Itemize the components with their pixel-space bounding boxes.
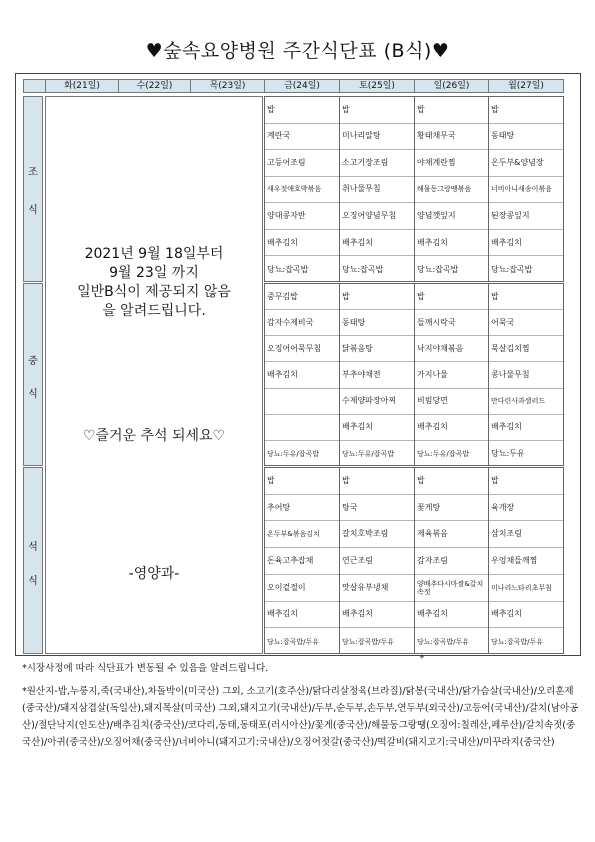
menu-item [265,415,339,441]
meal-label-lunch: 중 식 [23,283,43,466]
menu-item: 온두부&양념장 [489,150,563,177]
menu-item: 우엉채들깨찜 [489,548,563,575]
menu-item: 어묵국 [489,310,563,336]
stray-mark: + [419,653,425,661]
page-title: ♥숲속요양병원 주간식단표 (B식)♥ [145,40,450,62]
menu-item: 미나리알탕 [340,124,414,151]
menu-item: 밥 [489,468,563,495]
menu-item [265,389,339,415]
menu-item: 부추야채전 [340,362,414,388]
menu-item: 계란국 [265,124,339,151]
menu-item: 육개장 [489,495,563,522]
menu-item: 취나물무침 [340,177,414,204]
menu-item: 갈치호박조림 [340,521,414,548]
menu-item: 배추김치 [265,362,339,388]
day-header: 월(27일) [488,79,564,93]
menu-cell-dinner [339,467,415,654]
menu-item: 당뇨:잡곡밥/두유 [491,637,544,646]
menu-item: 제육볶음 [415,521,488,548]
footnote-change: *시장사정에 따라 식단표가 변동될 수 있음을 알려드립니다. [22,663,269,674]
menu-item: 밥 [340,97,414,124]
menu-item: 배추김치 [265,602,339,629]
menu-item: 동태탕 [489,124,563,151]
menu-item: 배추김치 [415,230,488,257]
menu-item: 오징어양념무침 [340,203,414,230]
menu-cell-dinner [264,467,340,654]
menu-item: 해물동그랑땡볶음 [415,177,488,204]
menu-item: 오징어어묵무침 [265,336,339,362]
menu-cell-breakfast [339,96,415,282]
menu-item: 당뇨:잡곡밥 [491,264,533,274]
menu-item: 당뇨:두유/잡곡밥 [342,449,395,458]
day-header: 화(21일) [45,79,119,93]
notice-signature: -영양과- [128,566,180,582]
menu-item: 콩나물무침 [489,362,563,388]
menu-item: 꽃게탕 [415,495,488,522]
menu-item: 밥 [265,468,339,495]
menu-cell-dinner [488,467,564,654]
menu-item: 밥 [265,97,339,124]
menu-item: 온두부&볶음김치 [265,521,339,548]
menu-item: 야채계란찜 [415,150,488,177]
menu-item: 배추김치 [489,230,563,257]
meal-label-dinner: 석 식 [23,467,43,654]
menu-item: 당뇨:잡곡밥/두유 [342,637,395,646]
footnote-origin: *원산지-밥,누룽지,죽(국내산),차돌박이(미국산) 그외, 소고기(호주산)/닭다리살정육(브라질)/닭봉(국내산)/닭가슴살(국내산)/오리훈제(중국산)/돼지삼겹살(독일산),돼지목살(미국산) 그외,돼지고기(국내산)/두부,순두부,손두부,연두부(외국산)/고등어(국내산)/갈치(남아공산)/절단낙지(인도산)/배추김치(중국산)/코다리,동태,동태포(러시아산)/꽃게(중국산)/해물동그랑땡(오징어:칠레산,페루산)/갈치속젓(중국산)/아귀(중국산)/오징어채(중국산)/너비아니(돼지고기:국내산)/오징어젓갈(중국산)/떡갈비(돼지고기:국내산)/미꾸라지(중국산) [22,686,579,748]
day-header: 수(22일) [118,79,191,93]
menu-item: 고등어조림 [265,150,339,177]
menu-item: 배추김치 [340,602,414,629]
menu-item: 밥 [415,468,488,495]
notice-line: 9월 23일 까지 [109,265,199,281]
menu-item: 낙지야채볶음 [415,336,488,362]
menu-item: 당뇨:잡곡밥 [342,264,384,274]
menu-item: 탕국 [340,495,414,522]
menu-item: 중무김밥 [265,284,339,310]
menu-item: 수제양파장아찌 [340,389,414,415]
menu-item: 배추김치 [340,415,414,441]
meal-label-breakfast: 조 식 [23,96,43,282]
menu-item: 가지나물 [415,362,488,388]
menu-item: 돈육고추잡채 [265,548,339,575]
day-header: 금(24일) [264,79,340,93]
menu-item: 배추김치 [415,415,488,441]
menu-item: 밥 [340,284,414,310]
menu-item: 밥 [415,284,488,310]
menu-item: 당뇨:잡곡밥/두유 [417,637,470,646]
menu-item: 삼치조림 [489,521,563,548]
menu-item: 당뇨:잡곡밥 [267,264,309,274]
menu-item: 당뇨:잡곡밥/두유 [267,637,320,646]
menu-cell-breakfast [488,96,564,282]
menu-item: 배추김치 [265,230,339,257]
corner-header [23,79,46,93]
menu-item: 밥 [340,468,414,495]
menu-item: 들깨시락국 [415,310,488,336]
menu-item: 밥 [489,284,563,310]
menu-item: 된장콩잎지 [489,203,563,230]
menu-cell-lunch [264,283,340,466]
menu-item: 밥 [489,97,563,124]
day-header: 일(26일) [414,79,489,93]
menu-item: 비빔당면 [415,389,488,415]
menu-item: 당뇨:두유 [491,448,525,458]
menu-item: 닭볶음탕 [340,336,414,362]
menu-item: 양념깻잎지 [415,203,488,230]
menu-item: 소고기장조림 [340,150,414,177]
menu-cell-lunch [414,283,489,466]
menu-item: 새우젓애호박볶음 [265,177,339,204]
menu-cell-lunch [488,283,564,466]
menu-item: 오이겉절이 [265,575,339,602]
footnotes [22,660,582,751]
menu-item: 너비아니새송이볶음 [489,177,563,204]
menu-cell-lunch [339,283,415,466]
menu-cell-breakfast [264,96,340,282]
menu-item: 배추김치 [489,415,563,441]
menu-cell-dinner [414,467,489,654]
notice-line: 2021년 9월 18일부터 [84,246,224,262]
notice-line: 일반B식이 제공되지 않음 [77,284,231,300]
menu-cell-breakfast [414,96,489,282]
menu-item: 배추김치 [340,230,414,257]
menu-item: 감자조림 [415,548,488,575]
day-header: 토(25일) [339,79,415,93]
menu-item: 연근조림 [340,548,414,575]
menu-item: 미나리느타리초무침 [489,575,563,602]
menu-item: 만다린사과샐러드 [489,389,563,415]
notice-line: 을 알려드립니다. [102,303,206,319]
menu-item: 추어탕 [265,495,339,522]
menu-item: 밥 [415,97,488,124]
menu-item: 감자수제비국 [265,310,339,336]
menu-item: 양대콩자반 [265,203,339,230]
menu-item: 황태채무국 [415,124,488,151]
menu-item: 양배추다시마쌈&갈치속젓 [415,575,488,602]
menu-item: 묵살김치찜 [489,336,563,362]
day-header: 목(23일) [190,79,265,93]
menu-item: 맛살유부냉채 [340,575,414,602]
menu-item: 당뇨:잡곡밥 [417,264,459,274]
menu-item: 배추김치 [489,602,563,629]
notice-greeting: ♡즐거운 추석 되세요♡ [82,428,226,444]
menu-item: 동태탕 [340,310,414,336]
menu-item: 당뇨:두유/잡곡밥 [417,449,470,458]
menu-item: 배추김치 [415,602,488,629]
menu-item: 당뇨:두유/잡곡밥 [267,449,320,458]
